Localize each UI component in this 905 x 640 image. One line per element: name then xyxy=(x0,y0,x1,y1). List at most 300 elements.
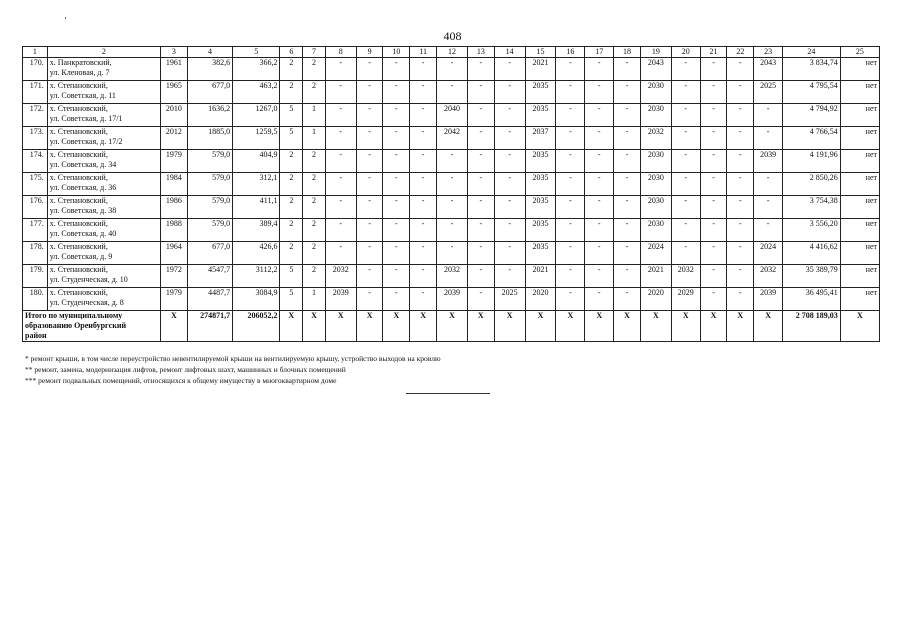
cell-col-9: - xyxy=(356,242,383,265)
cell-col-5: 3112,2 xyxy=(233,265,280,288)
cell-col-4: 1885,0 xyxy=(187,127,232,150)
address-street: ул. Советская, д. 17/1 xyxy=(49,114,123,123)
cell-col-14: - xyxy=(494,150,525,173)
column-header-12: 12 xyxy=(437,47,468,58)
total-cell-col-13: Х xyxy=(467,311,494,342)
cell-col-25: нет xyxy=(840,196,879,219)
cell-col-12: - xyxy=(437,196,468,219)
row-number: 176. xyxy=(23,196,48,219)
cell-col-23: 2025 xyxy=(754,81,783,104)
cell-col-17: - xyxy=(585,127,614,150)
cell-col-3: 1984 xyxy=(161,173,188,196)
address-settlement: х. Степановский, xyxy=(49,127,108,136)
column-header-23: 23 xyxy=(754,47,783,58)
column-header-13: 13 xyxy=(467,47,494,58)
cell-col-3: 1986 xyxy=(161,196,188,219)
cell-col-16: - xyxy=(556,265,585,288)
cell-col-21: - xyxy=(700,81,727,104)
cell-col-10: - xyxy=(383,150,410,173)
total-cell-col-11: Х xyxy=(410,311,437,342)
cell-col-9: - xyxy=(356,104,383,127)
cell-col-14: - xyxy=(494,173,525,196)
column-header-11: 11 xyxy=(410,47,437,58)
cell-col-8: - xyxy=(325,173,356,196)
cell-col-4: 1636,2 xyxy=(187,104,232,127)
cell-col-14: - xyxy=(494,196,525,219)
cell-col-4: 677,0 xyxy=(187,81,232,104)
cell-col-18: - xyxy=(614,104,641,127)
cell-col-19: 2021 xyxy=(640,265,671,288)
column-header-14: 14 xyxy=(494,47,525,58)
address-settlement: х. Степановский, xyxy=(49,219,108,228)
total-cell-col-9: Х xyxy=(356,311,383,342)
cell-col-21: - xyxy=(700,127,727,150)
scan-mark xyxy=(65,17,66,19)
address-cell xyxy=(47,173,160,196)
cell-col-21: - xyxy=(700,242,727,265)
cell-col-11: - xyxy=(410,265,437,288)
total-label xyxy=(23,311,161,342)
cell-col-8: 2032 xyxy=(325,265,356,288)
cell-col-20: - xyxy=(671,219,700,242)
cell-col-14: - xyxy=(494,81,525,104)
cell-col-19: 2030 xyxy=(640,196,671,219)
cell-col-25: нет xyxy=(840,81,879,104)
address-cell xyxy=(47,288,160,311)
cell-col-4: 4547,7 xyxy=(187,265,232,288)
cell-col-12: 2042 xyxy=(437,127,468,150)
column-header-7: 7 xyxy=(303,47,326,58)
table-row xyxy=(23,150,880,173)
table-row xyxy=(23,104,880,127)
row-number: 179. xyxy=(23,265,48,288)
cell-col-6: 5 xyxy=(280,265,303,288)
cell-col-14: - xyxy=(494,265,525,288)
cell-col-20: - xyxy=(671,196,700,219)
cell-col-23: 2032 xyxy=(754,265,783,288)
cell-col-5: 463,2 xyxy=(233,81,280,104)
cell-col-4: 382,6 xyxy=(187,58,232,81)
total-cell-col-18: Х xyxy=(614,311,641,342)
cell-col-13: - xyxy=(467,265,494,288)
cell-col-16: - xyxy=(556,196,585,219)
cell-col-21: - xyxy=(700,219,727,242)
cell-col-21: - xyxy=(700,104,727,127)
column-header-16: 16 xyxy=(556,47,585,58)
table-row xyxy=(23,242,880,265)
cell-col-22: - xyxy=(727,127,754,150)
cell-col-13: - xyxy=(467,104,494,127)
total-label-line: образованию Оренбургский xyxy=(25,321,127,330)
address-cell xyxy=(47,219,160,242)
cell-col-19: 2030 xyxy=(640,150,671,173)
cell-col-7: 2 xyxy=(303,265,326,288)
cell-col-3: 1964 xyxy=(161,242,188,265)
column-header-15: 15 xyxy=(525,47,556,58)
cell-col-8: - xyxy=(325,127,356,150)
cell-col-21: - xyxy=(700,173,727,196)
housing-repair-table xyxy=(22,46,880,342)
cell-col-10: - xyxy=(383,219,410,242)
page-number: 408 xyxy=(443,29,462,43)
cell-col-20: - xyxy=(671,127,700,150)
cell-col-16: - xyxy=(556,173,585,196)
address-street: ул. Советская, д. 9 xyxy=(49,252,113,261)
cell-col-17: - xyxy=(585,150,614,173)
cell-col-14: - xyxy=(494,219,525,242)
total-cell-col-5: 206052,2 xyxy=(233,311,280,342)
address-settlement: х. Степановский, xyxy=(49,196,108,205)
footnotes xyxy=(25,353,441,386)
cell-col-21: - xyxy=(700,58,727,81)
cell-col-8: - xyxy=(325,58,356,81)
cell-col-22: - xyxy=(727,196,754,219)
cell-col-20: - xyxy=(671,58,700,81)
cell-col-5: 1267,0 xyxy=(233,104,280,127)
cell-col-25: нет xyxy=(840,242,879,265)
cell-col-8: - xyxy=(325,150,356,173)
address-settlement: х. Панкратовский, xyxy=(49,58,112,67)
cell-col-9: - xyxy=(356,127,383,150)
cell-col-20: - xyxy=(671,104,700,127)
column-number-row xyxy=(23,47,880,58)
address-street: ул. Советская, д. 11 xyxy=(49,91,116,100)
cell-col-22: - xyxy=(727,173,754,196)
cell-col-8: 2039 xyxy=(325,288,356,311)
row-number: 178. xyxy=(23,242,48,265)
cell-col-4: 579,0 xyxy=(187,219,232,242)
address-settlement: х. Степановский, xyxy=(49,242,108,251)
total-row xyxy=(23,311,880,342)
cell-col-19: 2024 xyxy=(640,242,671,265)
cell-col-11: - xyxy=(410,81,437,104)
cell-col-15: 2037 xyxy=(525,127,556,150)
cell-col-23: - xyxy=(754,196,783,219)
column-header-19: 19 xyxy=(640,47,671,58)
row-number: 175. xyxy=(23,173,48,196)
address-cell xyxy=(47,58,160,81)
cell-col-10: - xyxy=(383,173,410,196)
cell-col-18: - xyxy=(614,173,641,196)
cell-col-15: 2035 xyxy=(525,173,556,196)
cell-col-4: 579,0 xyxy=(187,196,232,219)
cell-col-12: - xyxy=(437,173,468,196)
cell-col-15: 2035 xyxy=(525,81,556,104)
cell-col-21: - xyxy=(700,196,727,219)
cell-col-15: 2035 xyxy=(525,150,556,173)
cell-col-13: - xyxy=(467,58,494,81)
cell-col-10: - xyxy=(383,265,410,288)
cell-col-13: - xyxy=(467,127,494,150)
cell-col-3: 1988 xyxy=(161,219,188,242)
cell-col-12: - xyxy=(437,150,468,173)
cell-col-15: 2021 xyxy=(525,58,556,81)
total-cell-col-7: Х xyxy=(303,311,326,342)
cell-col-20: 2032 xyxy=(671,265,700,288)
total-cell-col-22: Х xyxy=(727,311,754,342)
cell-col-10: - xyxy=(383,104,410,127)
cell-col-13: - xyxy=(467,196,494,219)
table-body xyxy=(23,58,880,342)
column-header-22: 22 xyxy=(727,47,754,58)
cell-col-18: - xyxy=(614,127,641,150)
cell-col-7: 1 xyxy=(303,104,326,127)
cell-col-7: 1 xyxy=(303,127,326,150)
cell-col-18: - xyxy=(614,242,641,265)
table-row xyxy=(23,81,880,104)
footnote-roof: * ремонт крыши, в том числе переустройство невентилируемой крыши на вентилируемую крышу, устройство выходов на кровлю xyxy=(25,354,441,363)
cell-col-11: - xyxy=(410,58,437,81)
address-settlement: х. Степановский, xyxy=(49,81,108,90)
cell-col-12: - xyxy=(437,58,468,81)
cell-col-24: 3 754,38 xyxy=(783,196,841,219)
cell-col-7: 2 xyxy=(303,242,326,265)
cell-col-11: - xyxy=(410,196,437,219)
cell-col-13: - xyxy=(467,288,494,311)
total-cell-col-16: Х xyxy=(556,311,585,342)
cell-col-24: 4 794,92 xyxy=(783,104,841,127)
cell-col-17: - xyxy=(585,104,614,127)
cell-col-5: 312,1 xyxy=(233,173,280,196)
cell-col-23: 2043 xyxy=(754,58,783,81)
cell-col-17: - xyxy=(585,196,614,219)
total-label-line: район xyxy=(25,331,47,340)
column-header-21: 21 xyxy=(700,47,727,58)
total-cell-col-10: Х xyxy=(383,311,410,342)
row-number: 172. xyxy=(23,104,48,127)
cell-col-3: 2012 xyxy=(161,127,188,150)
total-cell-col-17: Х xyxy=(585,311,614,342)
row-number: 174. xyxy=(23,150,48,173)
table-row xyxy=(23,127,880,150)
cell-col-24: 3 556,20 xyxy=(783,219,841,242)
footnote-basement: *** ремонт подвальных помещений, относящихся к общему имуществу в многоквартирном доме xyxy=(25,376,337,385)
cell-col-8: - xyxy=(325,219,356,242)
address-street: ул. Советская, д. 34 xyxy=(49,160,117,169)
end-divider-line xyxy=(406,393,490,394)
cell-col-23: 2024 xyxy=(754,242,783,265)
cell-col-4: 4487,7 xyxy=(187,288,232,311)
total-cell-col-25: Х xyxy=(840,311,879,342)
cell-col-16: - xyxy=(556,58,585,81)
cell-col-12: 2040 xyxy=(437,104,468,127)
cell-col-15: 2035 xyxy=(525,242,556,265)
cell-col-14: - xyxy=(494,127,525,150)
cell-col-8: - xyxy=(325,196,356,219)
cell-col-11: - xyxy=(410,173,437,196)
column-header-4: 4 xyxy=(187,47,232,58)
address-cell xyxy=(47,196,160,219)
address-street: ул. Советская, д. 40 xyxy=(49,229,117,238)
cell-col-22: - xyxy=(727,104,754,127)
cell-col-24: 35 389,79 xyxy=(783,265,841,288)
table-row xyxy=(23,219,880,242)
cell-col-15: 2035 xyxy=(525,104,556,127)
cell-col-19: 2032 xyxy=(640,127,671,150)
address-cell xyxy=(47,150,160,173)
address-cell xyxy=(47,104,160,127)
cell-col-22: - xyxy=(727,219,754,242)
cell-col-9: - xyxy=(356,219,383,242)
cell-col-20: 2029 xyxy=(671,288,700,311)
cell-col-12: - xyxy=(437,81,468,104)
column-header-1: 1 xyxy=(23,47,48,58)
column-header-9: 9 xyxy=(356,47,383,58)
address-street: ул. Студенческая, д. 8 xyxy=(49,298,124,307)
cell-col-11: - xyxy=(410,104,437,127)
cell-col-5: 404,9 xyxy=(233,150,280,173)
cell-col-13: - xyxy=(467,242,494,265)
cell-col-8: - xyxy=(325,81,356,104)
address-street: ул. Советская, д. 36 xyxy=(49,183,117,192)
cell-col-7: 2 xyxy=(303,150,326,173)
cell-col-15: 2035 xyxy=(525,219,556,242)
cell-col-15: 2020 xyxy=(525,288,556,311)
table-row xyxy=(23,196,880,219)
cell-col-14: 2025 xyxy=(494,288,525,311)
total-cell-col-14: Х xyxy=(494,311,525,342)
cell-col-14: - xyxy=(494,58,525,81)
cell-col-23: - xyxy=(754,219,783,242)
cell-col-19: 2043 xyxy=(640,58,671,81)
cell-col-9: - xyxy=(356,81,383,104)
address-cell xyxy=(47,265,160,288)
cell-col-12: - xyxy=(437,219,468,242)
cell-col-8: - xyxy=(325,242,356,265)
cell-col-17: - xyxy=(585,219,614,242)
cell-col-18: - xyxy=(614,150,641,173)
cell-col-18: - xyxy=(614,288,641,311)
column-header-24: 24 xyxy=(783,47,841,58)
cell-col-3: 1972 xyxy=(161,265,188,288)
column-header-5: 5 xyxy=(233,47,280,58)
cell-col-17: - xyxy=(585,58,614,81)
cell-col-25: нет xyxy=(840,265,879,288)
cell-col-6: 2 xyxy=(280,150,303,173)
cell-col-11: - xyxy=(410,288,437,311)
cell-col-20: - xyxy=(671,173,700,196)
cell-col-7: 2 xyxy=(303,81,326,104)
cell-col-6: 5 xyxy=(280,288,303,311)
column-header-17: 17 xyxy=(585,47,614,58)
cell-col-21: - xyxy=(700,288,727,311)
row-number: 171. xyxy=(23,81,48,104)
cell-col-6: 2 xyxy=(280,242,303,265)
cell-col-17: - xyxy=(585,288,614,311)
cell-col-10: - xyxy=(383,127,410,150)
cell-col-6: 2 xyxy=(280,196,303,219)
cell-col-4: 677,0 xyxy=(187,242,232,265)
cell-col-17: - xyxy=(585,265,614,288)
cell-col-13: - xyxy=(467,173,494,196)
column-header-2: 2 xyxy=(47,47,160,58)
cell-col-5: 389,4 xyxy=(233,219,280,242)
cell-col-3: 1961 xyxy=(161,58,188,81)
cell-col-22: - xyxy=(727,150,754,173)
column-header-8: 8 xyxy=(325,47,356,58)
total-label-line: Итого по муниципальному xyxy=(25,311,123,320)
cell-col-10: - xyxy=(383,196,410,219)
table-row xyxy=(23,58,880,81)
cell-col-11: - xyxy=(410,242,437,265)
cell-col-22: - xyxy=(727,58,754,81)
cell-col-19: 2020 xyxy=(640,288,671,311)
cell-col-25: нет xyxy=(840,127,879,150)
cell-col-7: 2 xyxy=(303,173,326,196)
cell-col-18: - xyxy=(614,219,641,242)
cell-col-6: 5 xyxy=(280,104,303,127)
cell-col-24: 36 495,41 xyxy=(783,288,841,311)
cell-col-13: - xyxy=(467,150,494,173)
address-street: ул. Кленовая, д. 7 xyxy=(49,68,110,77)
column-header-10: 10 xyxy=(383,47,410,58)
cell-col-24: 2 850,26 xyxy=(783,173,841,196)
cell-col-23: - xyxy=(754,104,783,127)
cell-col-10: - xyxy=(383,242,410,265)
cell-col-22: - xyxy=(727,288,754,311)
column-header-25: 25 xyxy=(840,47,879,58)
address-cell xyxy=(47,242,160,265)
cell-col-25: нет xyxy=(840,219,879,242)
cell-col-20: - xyxy=(671,242,700,265)
cell-col-13: - xyxy=(467,81,494,104)
cell-col-23: - xyxy=(754,173,783,196)
cell-col-13: - xyxy=(467,219,494,242)
cell-col-10: - xyxy=(383,288,410,311)
cell-col-6: 5 xyxy=(280,127,303,150)
cell-col-14: - xyxy=(494,104,525,127)
cell-col-20: - xyxy=(671,150,700,173)
total-cell-col-12: Х xyxy=(437,311,468,342)
address-cell xyxy=(47,127,160,150)
column-header-18: 18 xyxy=(614,47,641,58)
address-settlement: х. Степановский, xyxy=(49,265,108,274)
cell-col-5: 426,6 xyxy=(233,242,280,265)
cell-col-14: - xyxy=(494,242,525,265)
cell-col-23: 2039 xyxy=(754,150,783,173)
cell-col-5: 411,1 xyxy=(233,196,280,219)
table-row xyxy=(23,265,880,288)
cell-col-9: - xyxy=(356,173,383,196)
total-cell-col-6: Х xyxy=(280,311,303,342)
total-cell-col-20: Х xyxy=(671,311,700,342)
cell-col-4: 579,0 xyxy=(187,173,232,196)
address-settlement: х. Степановский, xyxy=(49,288,108,297)
cell-col-10: - xyxy=(383,81,410,104)
cell-col-19: 2030 xyxy=(640,104,671,127)
table-row xyxy=(23,173,880,196)
address-street: ул. Студенческая, д. 10 xyxy=(49,275,128,284)
address-settlement: х. Степановский, xyxy=(49,104,108,113)
cell-col-19: 2030 xyxy=(640,219,671,242)
cell-col-3: 1979 xyxy=(161,288,188,311)
cell-col-3: 1979 xyxy=(161,150,188,173)
cell-col-24: 4 191,96 xyxy=(783,150,841,173)
total-cell-col-21: Х xyxy=(700,311,727,342)
cell-col-22: - xyxy=(727,265,754,288)
cell-col-5: 366,2 xyxy=(233,58,280,81)
cell-col-3: 1965 xyxy=(161,81,188,104)
column-header-6: 6 xyxy=(280,47,303,58)
cell-col-9: - xyxy=(356,265,383,288)
cell-col-16: - xyxy=(556,127,585,150)
cell-col-12: 2032 xyxy=(437,265,468,288)
row-number: 173. xyxy=(23,127,48,150)
total-cell-col-8: Х xyxy=(325,311,356,342)
cell-col-23: 2039 xyxy=(754,288,783,311)
total-cell-col-3: Х xyxy=(161,311,188,342)
cell-col-19: 2030 xyxy=(640,81,671,104)
